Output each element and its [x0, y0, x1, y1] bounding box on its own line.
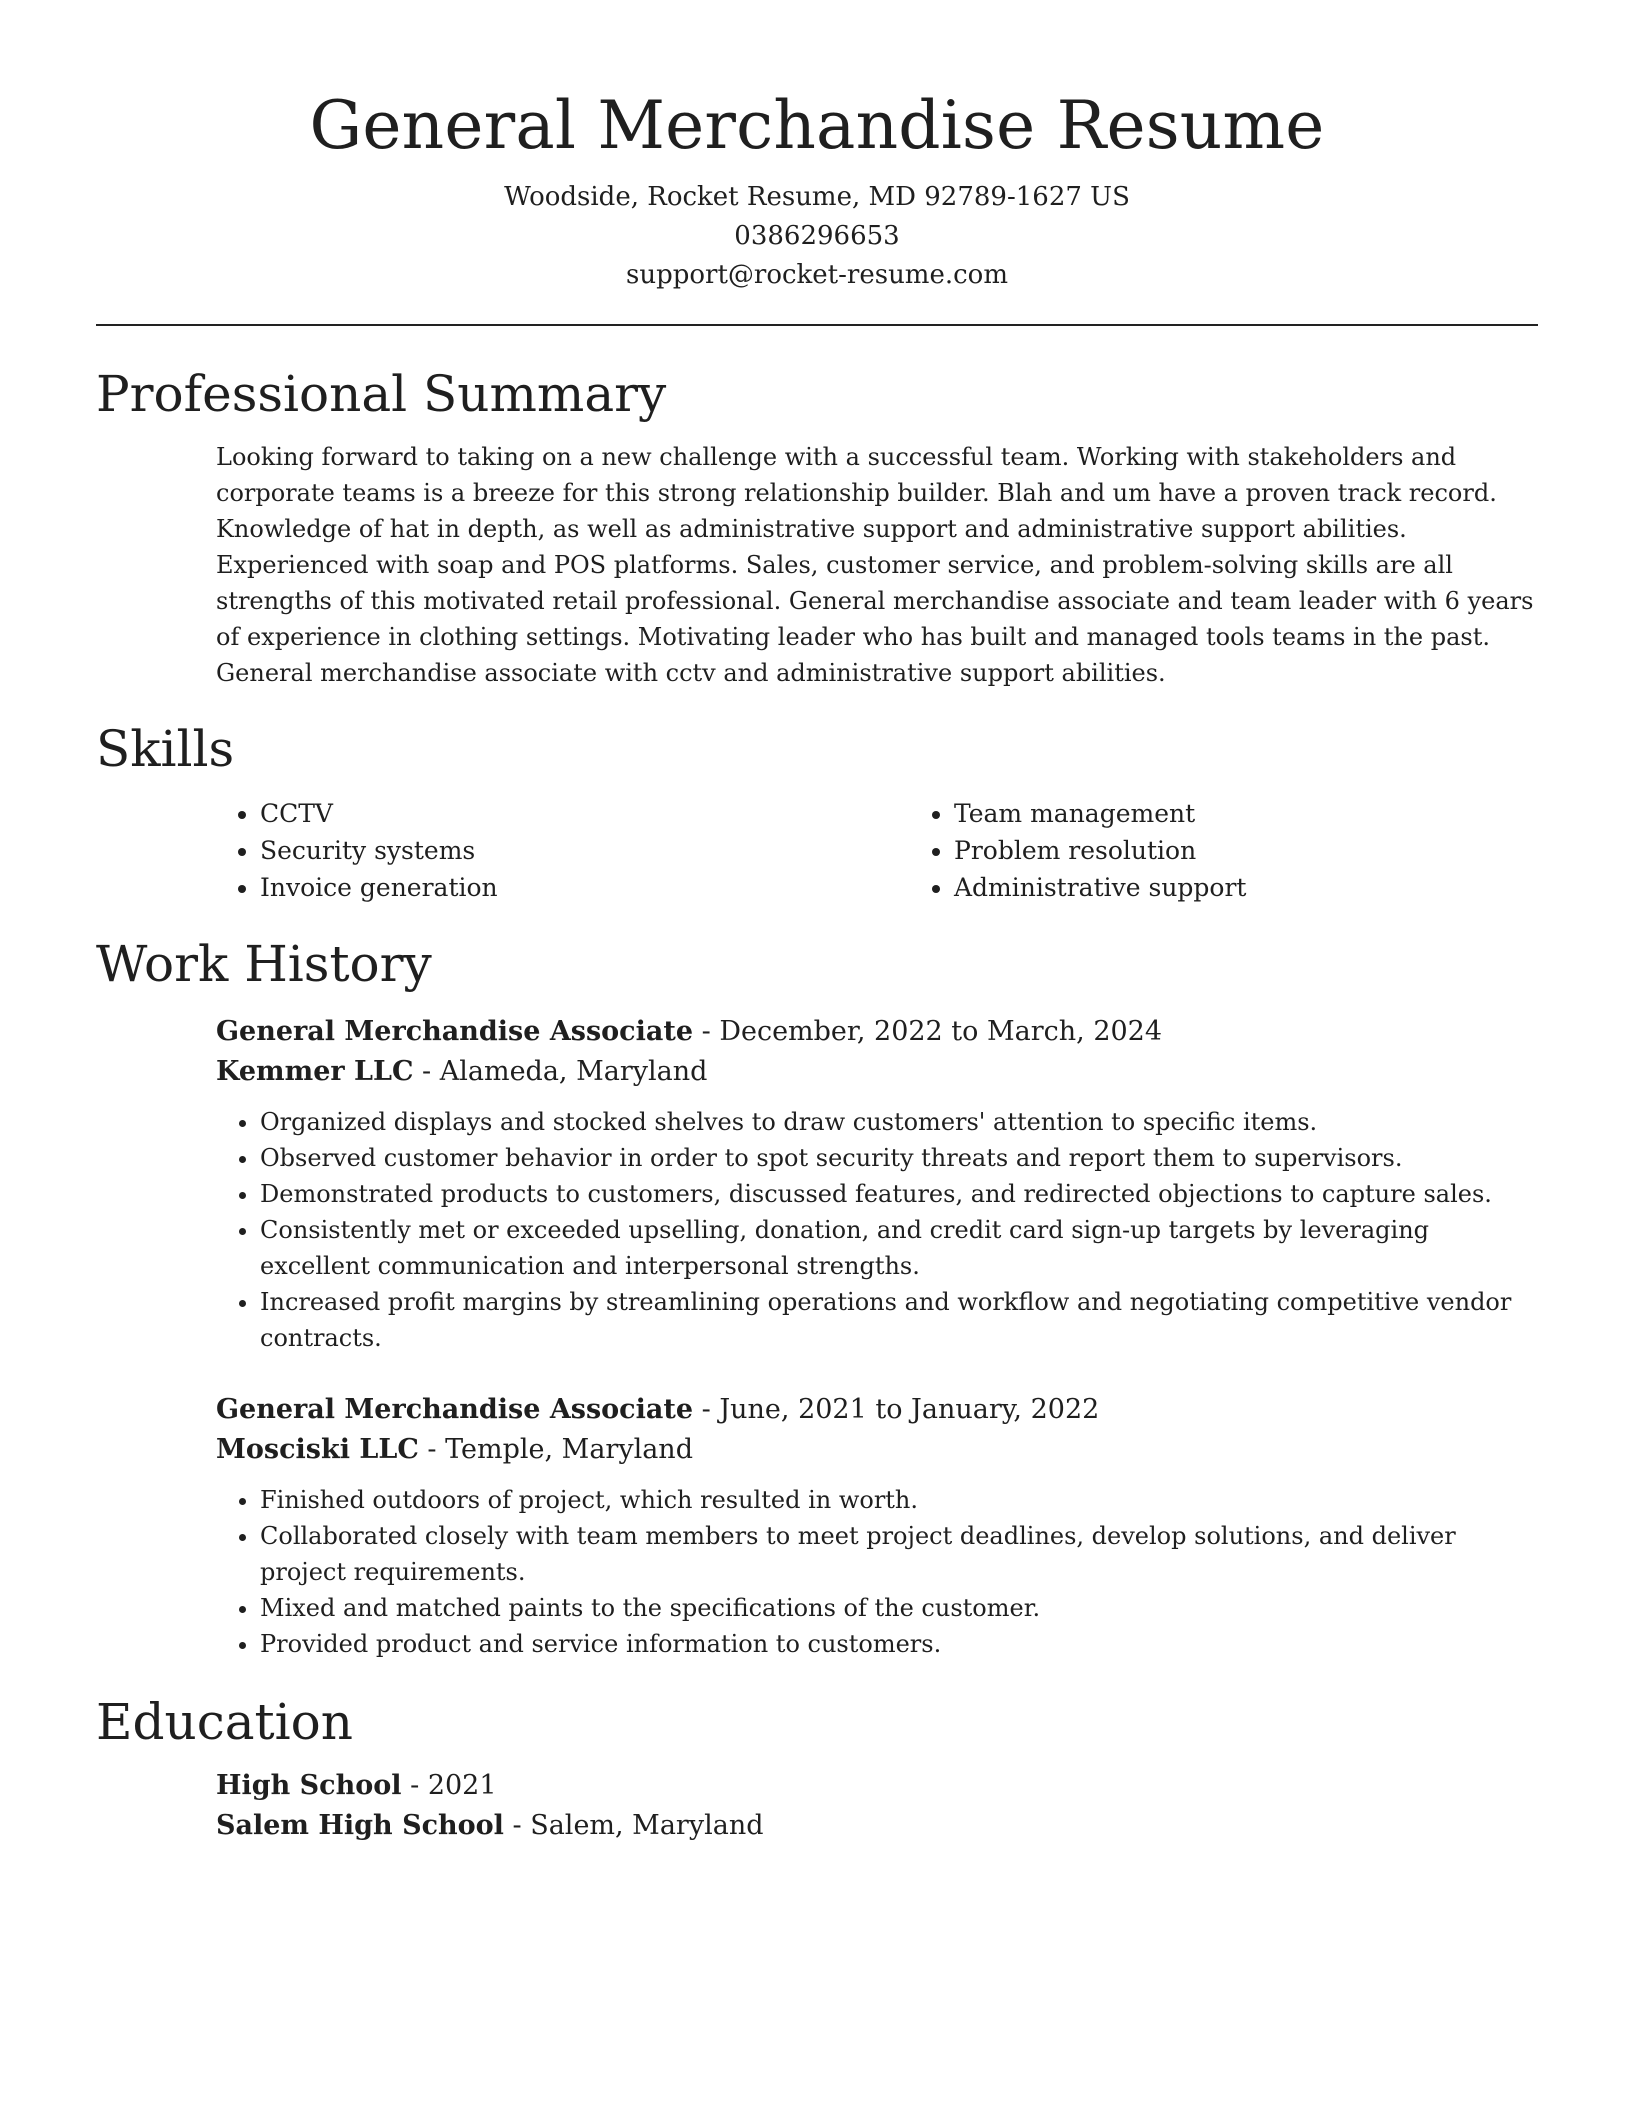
job-bullets [216, 1104, 1538, 1356]
job-location: - Alameda, Maryland [413, 1056, 708, 1087]
summary-text: Looking forward to taking on a new challenge with a successful team. Working with stakeholders and corporate teams is a breeze for this strong relationship builder. Blah and um have a proven track record. Knowledge of hat in depth, as well as administrative support and administrative support abilities. Experienced with soap and POS platforms. Sales, customer service, and problem-solving skills are all strengths of this motivated retail professional. General merchandise associate and team leader with 6 years of experience in clothing settings. Motivating leader who has built and managed tools teams in the past. General merchandise associate with cctv and administrative support abilities. [216, 443, 1534, 687]
work-history-heading: Work History [96, 935, 432, 993]
job-dates: - June, 2021 to January, 2022 [693, 1394, 1100, 1425]
skills-list [216, 795, 1538, 906]
job-bullet: • Collaborated closely with team members to meet project deadlines, develop solutions, and deliver project requirements. [260, 1518, 1538, 1590]
skill-item: • Team management [954, 795, 1246, 832]
education-degree-line [216, 1766, 1538, 1806]
job-role: General Merchandise Associate [216, 1394, 694, 1425]
contact-address: Woodside, Rocket Resume, MD 92789-1627 US [504, 182, 1130, 212]
job-company: Mosciski LLC [216, 1434, 419, 1465]
job-company-line [216, 1430, 1538, 1470]
education-location: - Salem, Maryland [503, 1810, 764, 1841]
header-divider [96, 324, 1538, 326]
summary-heading: Professional Summary [96, 365, 667, 423]
resume-header [96, 0, 1538, 295]
job-title-line [216, 1012, 1538, 1052]
job-bullet: • Demonstrated products to customers, discussed features, and redirected objections to capture sales. [260, 1176, 1538, 1212]
education-heading: Education [96, 1693, 353, 1751]
education-degree: High School [216, 1770, 402, 1801]
skill-item: • Security systems [260, 832, 910, 869]
job-bullet: • Mixed and matched paints to the specifications of the customer. [260, 1590, 1538, 1626]
job-bullet: • Finished outdoors of project, which resulted in worth. [260, 1482, 1538, 1518]
resume-page [96, 0, 1538, 1846]
education-school: Salem High School [216, 1810, 504, 1841]
job-company: Kemmer LLC [216, 1056, 414, 1087]
job-bullet: • Increased profit margins by streamlining operations and workflow and negotiating competitive vendor contracts. [260, 1284, 1538, 1356]
job-title-line [216, 1390, 1538, 1430]
contact-block [96, 178, 1538, 295]
job-entry [216, 1012, 1538, 1356]
job-dates: - December, 2022 to March, 2024 [693, 1016, 1163, 1047]
job-bullet: • Observed customer behavior in order to spot security threats and report them to supervisors. [260, 1140, 1538, 1176]
skill-item: • Problem resolution [954, 832, 1246, 869]
contact-email: support@rocket-resume.com [625, 260, 1008, 290]
education-year: - 2021 [401, 1770, 497, 1801]
skill-item: • Administrative support [954, 869, 1246, 906]
job-bullet: • Provided product and service information to customers. [260, 1626, 1538, 1662]
skills-column-right [910, 795, 1246, 906]
job-company-line [216, 1052, 1538, 1092]
education-school-line [216, 1806, 1538, 1846]
job-bullets [216, 1482, 1538, 1662]
skill-item: • Invoice generation [260, 869, 910, 906]
job-entry [216, 1390, 1538, 1662]
job-role: General Merchandise Associate [216, 1016, 694, 1047]
skills-heading: Skills [96, 720, 235, 778]
job-bullet: • Organized displays and stocked shelves to draw customers' attention to specific items. [260, 1104, 1538, 1140]
job-bullet: • Consistently met or exceeded upselling, donation, and credit card sign-up targets by leveraging excellent communication and interpersonal strengths. [260, 1212, 1538, 1284]
job-location: - Temple, Maryland [418, 1434, 693, 1465]
contact-phone: 0386296653 [734, 221, 900, 251]
skills-column-left [216, 795, 910, 906]
resume-title: General Merchandise Resume [309, 87, 1325, 164]
education-entry [216, 1766, 1538, 1846]
skill-item: • CCTV [260, 795, 910, 832]
